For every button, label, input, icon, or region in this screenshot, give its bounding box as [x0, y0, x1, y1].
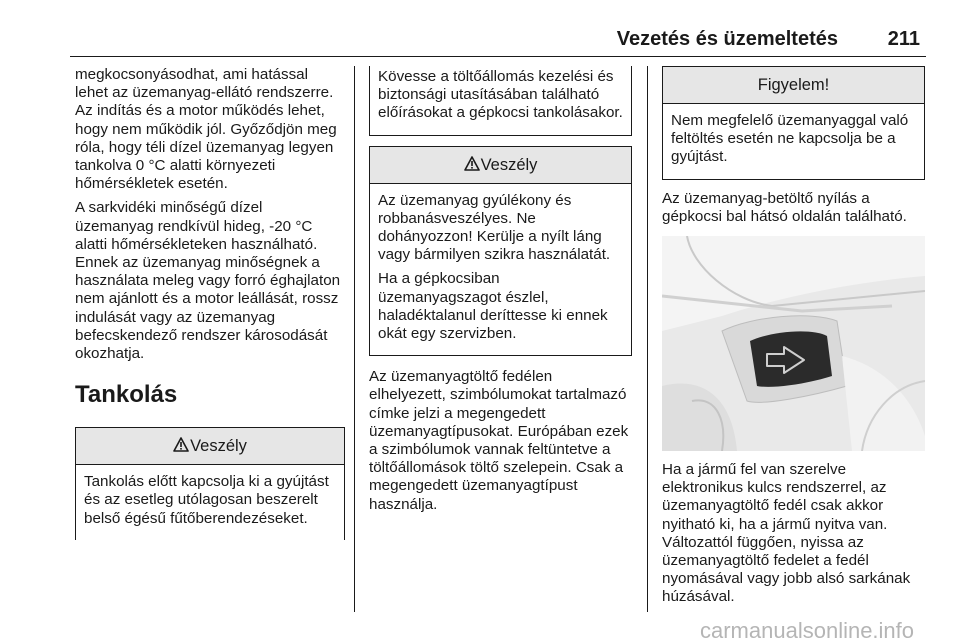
danger-box-body — [370, 184, 631, 356]
danger-box-header — [76, 428, 344, 465]
danger-text: Az üzemanyag gyúlékony és robbanásveszélyes. Ne dohányozzon! Kerülje a nyílt láng vagy bármilyen szikra használatát. — [378, 191, 611, 264]
body-paragraph: Az üzemanyag-betöltő nyílás a gépkocsi bal hátsó oldalán található. — [662, 189, 907, 225]
page-number: 211 — [887, 28, 920, 50]
caution-box-header: Figyelem! — [663, 67, 924, 104]
warning-triangle-icon — [173, 437, 189, 452]
header-title: Vezetés és üzemeltetés — [616, 28, 838, 50]
footer-watermark: carmanualsonline.info — [700, 618, 915, 643]
danger-text: Tankolás előtt kapcsolja ki a gyújtást és az esetleg utólagosan beszerelt belső égésű fűtőberendezéseket. — [84, 473, 329, 527]
body-paragraph: megkocsonyásodhat, ami hatással lehet az üzemanyag-ellátó rendszerre. Az indítás és a motor működés lehet, hogy nem működik jól. Győződjön meg róla, hogy téli dízel üzemanyag legyen tankolva 0 °C alatti környezeti hőmérsékletek esetén. — [75, 66, 337, 193]
section-title: Tankolás — [75, 381, 178, 409]
danger-text: Ha a gépkocsiban üzemanyagszagot észlel, haladéktalanul deríttesse ki ennek okát egy szervizben. — [378, 270, 608, 343]
body-paragraph: Az üzemanyagtöltő fedélen elhelyezett, szimbólumokat tartalmazó címke jelzi a megengedett üzemanyagtípusokat. Európában ezek a szimbólumok vannak feltüntetve a töltőállomások töltő szelepein. Csak a megengedett üzemanyagtípust használja. — [369, 368, 629, 513]
danger-box — [75, 427, 345, 540]
column-2 — [369, 66, 632, 520]
column-3 — [662, 66, 925, 613]
notice-text: Kövesse a töltőállomás kezelési és biztonsági utasításában található előírásokat a gépkocsi tankolásakor. — [378, 68, 623, 122]
column-1 — [75, 66, 345, 540]
caution-box — [662, 66, 925, 180]
column-divider-right — [647, 66, 648, 612]
fuel-filler-door-photo — [662, 236, 925, 451]
body-paragraph: A sarkvidéki minőségű dízel üzemanyag rendkívül hideg, -20 °C alatti hőmérsékleteken használható. Ennek az üzemanyag minőségnek a használata meleg vagy forró éghajlaton nem ajánlott és a motor leállását, rossz indulását vagy az üzemanyag befecskendező rendszer károsodását okozhatja. — [75, 199, 341, 363]
danger-box-body — [76, 465, 344, 540]
danger-box — [369, 146, 632, 357]
danger-box-header — [370, 147, 631, 184]
warning-triangle-icon — [464, 156, 480, 171]
column-divider-left — [354, 66, 355, 612]
body-paragraph: Ha a jármű fel van szerelve elektronikus kulcs rendszerrel, az üzemanyagtöltő fedél csak akkor nyitható ki, ha a jármű nyitva van. Változattól függően, nyissa az üzemanyagtöltő fedelet a fedél nyomásával vagy jobb alsó sarkának húzásával. — [662, 461, 911, 606]
caution-text: Nem megfelelő üzemanyaggal való feltöltés esetén ne kapcsolja be a gyújtást. — [671, 112, 909, 166]
header-rule — [70, 56, 926, 57]
caution-box-body — [663, 104, 924, 179]
notice-box — [369, 66, 632, 136]
danger-box-title: Veszély — [190, 437, 247, 456]
danger-box-title: Veszély — [480, 155, 538, 174]
